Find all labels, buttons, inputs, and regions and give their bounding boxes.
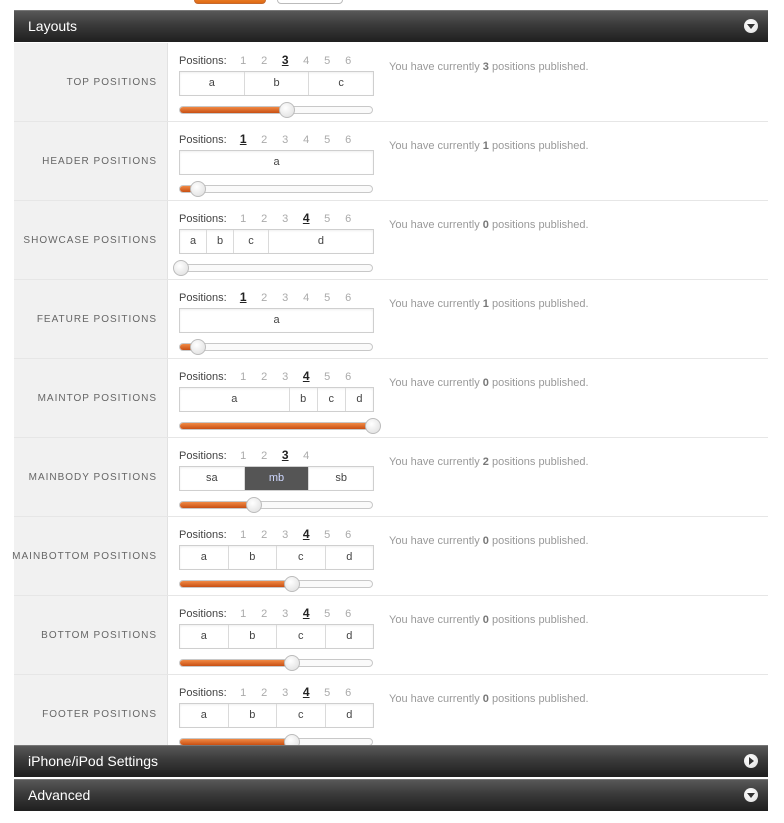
slider-handle[interactable] (173, 260, 189, 276)
white-toggle-button[interactable] (277, 0, 343, 4)
position-count-option[interactable]: 2 (261, 371, 268, 383)
slider-fill (180, 581, 291, 587)
position-cell[interactable]: a (208, 77, 215, 89)
position-count-option[interactable]: 3 (282, 292, 289, 304)
section-header-iphone[interactable] (14, 745, 768, 777)
slider-fill (180, 107, 286, 113)
published-status (389, 614, 589, 626)
position-cell[interactable]: a (273, 314, 280, 326)
position-cell[interactable]: c (276, 546, 325, 569)
position-count-option[interactable]: 5 (324, 292, 331, 304)
positions-selector (179, 53, 359, 67)
status-suffix: positions published. (491, 377, 589, 389)
row-content (179, 43, 759, 121)
status-suffix: positions published. (491, 219, 589, 231)
position-cell[interactable]: sb (308, 467, 373, 490)
position-count-option[interactable]: 3 (282, 213, 289, 225)
status-suffix: positions published. (491, 456, 589, 468)
row-label: FOOTER POSITIONS (42, 709, 157, 720)
published-status (389, 298, 589, 310)
template-settings-panel (14, 0, 768, 823)
cropped-controls (179, 0, 768, 10)
position-cell[interactable]: b (228, 704, 277, 727)
published-status (389, 535, 589, 547)
position-cell[interactable]: d (325, 546, 374, 569)
position-cell[interactable]: b (228, 546, 277, 569)
position-count-option[interactable]: 6 (345, 371, 352, 383)
status-prefix: You have currently (389, 456, 480, 468)
row-label: SHOWCASE POSITIONS (23, 235, 157, 246)
position-count-option[interactable]: 3 (281, 53, 289, 67)
published-status (389, 693, 589, 705)
published-count: 0 (482, 535, 489, 547)
layout-slider[interactable] (179, 422, 373, 430)
row-label-cell (14, 43, 168, 121)
position-cell[interactable]: a (189, 235, 197, 247)
position-count-option[interactable]: 2 (261, 292, 268, 304)
row-label-cell (14, 122, 168, 200)
position-cell[interactable]: b (206, 230, 233, 253)
layout-row (14, 437, 768, 516)
position-count-option[interactable]: 5 (324, 55, 331, 67)
positions-selector (179, 290, 359, 304)
status-prefix: You have currently (389, 298, 480, 310)
position-count-option[interactable]: 1 (240, 687, 247, 699)
positions-selector (179, 685, 359, 699)
status-suffix: positions published. (491, 614, 589, 626)
position-count-option[interactable]: 6 (345, 687, 352, 699)
published-count: 1 (482, 140, 489, 152)
slider-fill (180, 502, 253, 508)
position-count-option[interactable]: 4 (303, 134, 310, 146)
status-suffix: positions published. (491, 140, 589, 152)
row-label: MAINBOTTOM POSITIONS (12, 551, 157, 562)
position-count-option[interactable]: 4 (303, 450, 310, 462)
position-count-option[interactable]: 4 (302, 685, 310, 699)
positions-label: Positions: (179, 450, 227, 462)
layout-row (14, 121, 768, 200)
published-count: 0 (482, 693, 489, 705)
position-count-option[interactable]: 3 (282, 608, 289, 620)
position-cell[interactable]: b (244, 72, 309, 95)
positions-selector (179, 369, 359, 383)
row-content (179, 122, 759, 200)
row-content (179, 596, 759, 674)
status-prefix: You have currently (389, 693, 480, 705)
positions-selector (179, 132, 359, 146)
position-count-option[interactable]: 1 (240, 608, 247, 620)
position-cell[interactable]: d (345, 388, 373, 411)
layout-slider[interactable] (179, 343, 373, 351)
position-cell[interactable]: c (276, 625, 325, 648)
slider-handle[interactable] (365, 418, 381, 434)
row-label: MAINBODY POSITIONS (28, 472, 157, 483)
row-content (179, 438, 759, 516)
positions-label: Positions: (179, 213, 227, 225)
section-header-advanced[interactable] (14, 779, 768, 811)
layout-slider[interactable] (179, 264, 373, 272)
slider-handle[interactable] (284, 576, 300, 592)
row-content (179, 517, 759, 595)
orange-toggle-button[interactable] (194, 0, 266, 4)
position-cell[interactable]: c (308, 72, 373, 95)
position-count-option[interactable]: 2 (261, 450, 268, 462)
published-status (389, 456, 589, 468)
position-cell[interactable]: c (317, 388, 345, 411)
position-cell[interactable]: c (233, 230, 268, 253)
published-count: 1 (482, 298, 489, 310)
section-title: Advanced (28, 787, 91, 803)
position-count-option[interactable]: 1 (240, 213, 247, 225)
layout-slider[interactable] (179, 580, 373, 588)
position-cell[interactable]: b (228, 625, 277, 648)
position-count-option[interactable]: 6 (345, 55, 352, 67)
position-cell[interactable]: a (200, 630, 207, 642)
position-count-option[interactable]: 2 (261, 213, 268, 225)
position-count-option[interactable]: 5 (324, 213, 331, 225)
status-prefix: You have currently (389, 219, 480, 231)
status-prefix: You have currently (389, 614, 480, 626)
row-label: FEATURE POSITIONS (36, 314, 157, 325)
section-title: Layouts (28, 18, 78, 34)
positions-label: Positions: (179, 292, 227, 304)
position-count-option[interactable]: 3 (282, 687, 289, 699)
published-status (389, 377, 589, 389)
position-count-option[interactable]: 1 (239, 290, 247, 304)
layout-slider[interactable] (179, 106, 373, 114)
status-prefix: You have currently (389, 140, 480, 152)
position-count-option[interactable]: 1 (240, 371, 247, 383)
layout-row (14, 279, 768, 358)
position-count-option[interactable]: 5 (324, 687, 331, 699)
position-layout-boxes (179, 466, 374, 491)
published-status (389, 219, 589, 231)
position-count-option[interactable]: 4 (302, 527, 310, 541)
position-count-option[interactable]: 6 (345, 608, 352, 620)
position-layout-boxes (179, 624, 374, 649)
position-count-option[interactable]: 6 (345, 134, 352, 146)
status-prefix: You have currently (389, 61, 480, 73)
positions-label: Positions: (179, 687, 227, 699)
position-count-option[interactable]: 2 (261, 55, 268, 67)
layout-row (14, 358, 768, 437)
row-label: HEADER POSITIONS (42, 156, 157, 167)
status-suffix: positions published. (491, 61, 589, 73)
row-content (179, 201, 759, 279)
positions-selector (179, 527, 359, 541)
position-layout-boxes (179, 308, 374, 333)
published-count: 2 (482, 456, 489, 468)
position-layout-boxes (179, 387, 374, 412)
slider-handle[interactable] (246, 497, 262, 513)
position-cell[interactable]: d (268, 230, 373, 253)
position-cell[interactable]: a (231, 393, 238, 405)
layout-row (14, 516, 768, 595)
position-count-option[interactable]: 6 (345, 529, 352, 541)
slider-handle[interactable] (190, 339, 206, 355)
position-count-option[interactable]: 2 (261, 134, 268, 146)
published-count: 3 (482, 61, 489, 73)
layout-slider[interactable] (179, 501, 373, 509)
slider-fill (180, 660, 291, 666)
layout-row (14, 674, 768, 753)
status-prefix: You have currently (389, 535, 480, 547)
layout-row (14, 200, 768, 279)
positions-label: Positions: (179, 529, 227, 541)
position-count-option[interactable]: 6 (345, 213, 352, 225)
published-count: 0 (482, 219, 489, 231)
position-count-option[interactable]: 6 (345, 292, 352, 304)
position-cell[interactable]: b (289, 388, 317, 411)
expand-arrow-icon[interactable] (744, 754, 758, 768)
layout-slider[interactable] (179, 659, 373, 667)
status-suffix: positions published. (491, 535, 589, 547)
position-count-option[interactable]: 3 (282, 134, 289, 146)
status-suffix: positions published. (491, 298, 589, 310)
row-label: MAINTOP POSITIONS (37, 393, 157, 404)
position-count-option[interactable]: 3 (281, 448, 289, 462)
position-count-option[interactable]: 3 (282, 371, 289, 383)
position-count-option[interactable]: 5 (324, 371, 331, 383)
positions-selector (179, 211, 359, 225)
position-count-option[interactable]: 4 (303, 292, 310, 304)
position-count-option[interactable]: 5 (324, 134, 331, 146)
position-count-option[interactable]: 2 (261, 529, 268, 541)
position-cell[interactable]: d (325, 704, 374, 727)
position-count-option[interactable]: 1 (239, 132, 247, 146)
row-label-cell (14, 359, 168, 437)
position-count-option[interactable]: 2 (261, 608, 268, 620)
position-count-option[interactable]: 1 (240, 529, 247, 541)
row-label: TOP POSITIONS (66, 77, 157, 88)
row-label-cell (14, 201, 168, 279)
row-label-cell (14, 675, 168, 753)
position-count-option[interactable]: 5 (324, 529, 331, 541)
layout-rows (14, 43, 768, 753)
status-suffix: positions published. (491, 693, 589, 705)
section-title: iPhone/iPod Settings (28, 753, 158, 769)
positions-label: Positions: (179, 608, 227, 620)
position-layout-boxes (179, 229, 374, 254)
positions-selector (179, 448, 317, 462)
positions-label: Positions: (179, 371, 227, 383)
position-cell[interactable]: d (325, 625, 374, 648)
position-cell[interactable]: a (200, 709, 207, 721)
slider-handle[interactable] (284, 655, 300, 671)
collapse-arrow-icon[interactable] (744, 19, 758, 33)
position-cell[interactable]: a (273, 156, 280, 168)
row-content (179, 280, 759, 358)
position-count-option[interactable]: 4 (302, 211, 310, 225)
position-cell[interactable]: c (276, 704, 325, 727)
position-count-option[interactable]: 1 (240, 55, 247, 67)
row-content (179, 359, 759, 437)
slider-handle[interactable] (279, 102, 295, 118)
layout-slider[interactable] (179, 185, 373, 193)
position-cell[interactable]: sa (206, 472, 218, 484)
section-header-layouts[interactable] (14, 10, 768, 42)
published-status (389, 140, 589, 152)
position-count-option[interactable]: 1 (240, 450, 247, 462)
layout-row (14, 43, 768, 121)
collapse-arrow-icon[interactable] (744, 788, 758, 802)
position-count-option[interactable]: 4 (302, 606, 310, 620)
row-label-cell (14, 280, 168, 358)
position-cell[interactable]: mb (244, 467, 309, 490)
row-label-cell (14, 438, 168, 516)
row-label-cell (14, 517, 168, 595)
published-count: 0 (482, 614, 489, 626)
position-count-option[interactable]: 3 (282, 529, 289, 541)
published-status (389, 61, 589, 73)
position-count-option[interactable]: 5 (324, 608, 331, 620)
layout-row (14, 595, 768, 674)
positions-label: Positions: (179, 55, 227, 67)
slider-handle[interactable] (190, 181, 206, 197)
row-label: BOTTOM POSITIONS (41, 630, 157, 641)
row-label-cell (14, 596, 168, 674)
position-count-option[interactable]: 4 (303, 55, 310, 67)
position-layout-boxes (179, 71, 374, 96)
positions-label: Positions: (179, 134, 227, 146)
row-content (179, 675, 759, 753)
position-layout-boxes (179, 703, 374, 728)
published-count: 0 (482, 377, 489, 389)
position-cell[interactable]: a (200, 551, 207, 563)
positions-selector (179, 606, 359, 620)
position-layout-boxes (179, 545, 374, 570)
position-count-option[interactable]: 4 (302, 369, 310, 383)
slider-fill (180, 423, 372, 429)
position-count-option[interactable]: 2 (261, 687, 268, 699)
status-prefix: You have currently (389, 377, 480, 389)
position-layout-boxes (179, 150, 374, 175)
